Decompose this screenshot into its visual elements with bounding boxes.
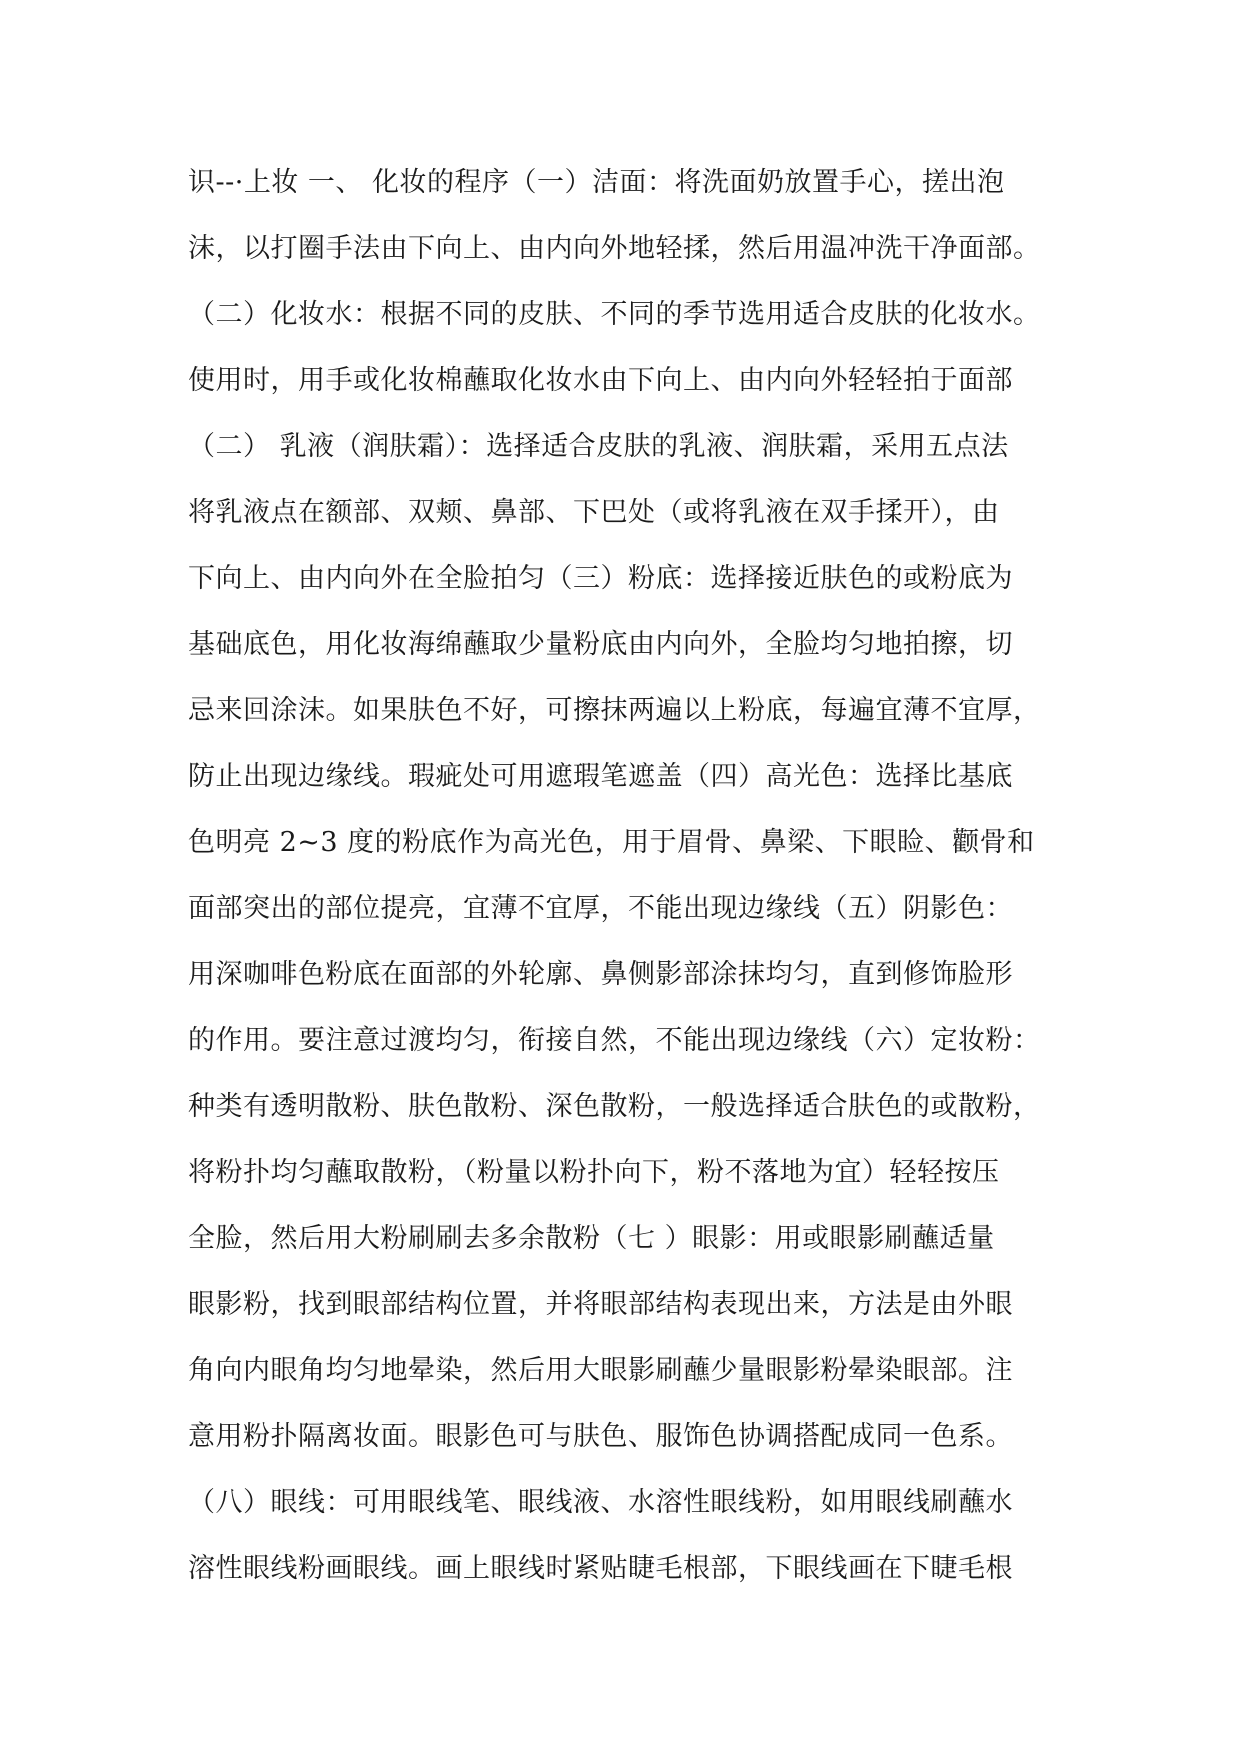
- text-line: 意用粉扑隔离妆面。眼影色可与肤色、服饰色协调搭配成同一色系。: [188, 1421, 1013, 1452]
- text-line: 角向内眼角均匀地晕染，然后用大眼影刷蘸少量眼影粉晕染眼部。注: [188, 1355, 1013, 1386]
- text-line: 下向上、由内向外在全脸拍匀（三）粉底：选择接近肤色的或粉底为: [188, 563, 1013, 594]
- text-line: 面部突出的部位提亮，宜薄不宜厚，不能出现边缘线（五）阴影色：: [188, 893, 1013, 924]
- text-line: （八）眼线：可用眼线笔、眼线液、水溶性眼线粉，如用眼线刷蘸水: [188, 1487, 1013, 1518]
- text-line: 防止出现边缘线。瑕疵处可用遮瑕笔遮盖（四）高光色：选择比基底: [188, 761, 1013, 792]
- body-text: [188, 160, 1068, 1612]
- text-line: 基础底色，用化妆海绵蘸取少量粉底由内向外，全脸均匀地拍擦，切: [188, 629, 1013, 660]
- text-line: 沫，以打圈手法由下向上、由内向外地轻揉，然后用温冲洗干净面部。: [188, 233, 1041, 264]
- text-line: 忌来回涂沫。如果肤色不好，可擦抹两遍以上粉底，每遍宜薄不宜厚，: [188, 695, 1041, 726]
- text-line: 种类有透明散粉、肤色散粉、深色散粉，一般选择适合肤色的或散粉，: [188, 1091, 1041, 1122]
- text-line: 眼影粉，找到眼部结构位置，并将眼部结构表现出来，方法是由外眼: [188, 1289, 1013, 1320]
- text-line: 溶性眼线粉画眼线。画上眼线时紧贴睫毛根部，下眼线画在下睫毛根: [188, 1553, 1013, 1584]
- text-line: 用深咖啡色粉底在面部的外轮廓、鼻侧影部涂抹均匀，直到修饰脸形: [188, 959, 1013, 990]
- text-line: 将粉扑均匀蘸取散粉，（粉量以粉扑向下，粉不落地为宜）轻轻按压: [188, 1157, 1000, 1188]
- text-line: （二） 乳液（润肤霜）：选择适合皮肤的乳液、润肤霜，采用五点法: [188, 431, 1009, 462]
- text-line: （二）化妆水：根据不同的皮肤、不同的季节选用适合皮肤的化妆水。: [188, 299, 1041, 330]
- text-line: 将乳液点在额部、双颊、鼻部、下巴处（或将乳液在双手揉开），由: [188, 497, 1000, 528]
- text-line: 使用时，用手或化妆棉蘸取化妆水由下向上、由内向外轻轻拍于面部: [188, 365, 1013, 396]
- text-line: 全脸，然后用大粉刷刷去多余散粉（七 ）眼影：用或眼影刷蘸适量: [188, 1223, 995, 1254]
- text-line: 的作用。要注意过渡均匀，衔接自然，不能出现边缘线（六）定妆粉：: [188, 1025, 1041, 1056]
- text-line: 识--·上妆 一、 化妆的程序（一）洁面：将洗面奶放置手心，搓出泡: [188, 167, 1005, 198]
- text-line: 色明亮 2~3 度的粉底作为高光色，用于眉骨、鼻梁、下眼睑、颧骨和: [188, 827, 1035, 858]
